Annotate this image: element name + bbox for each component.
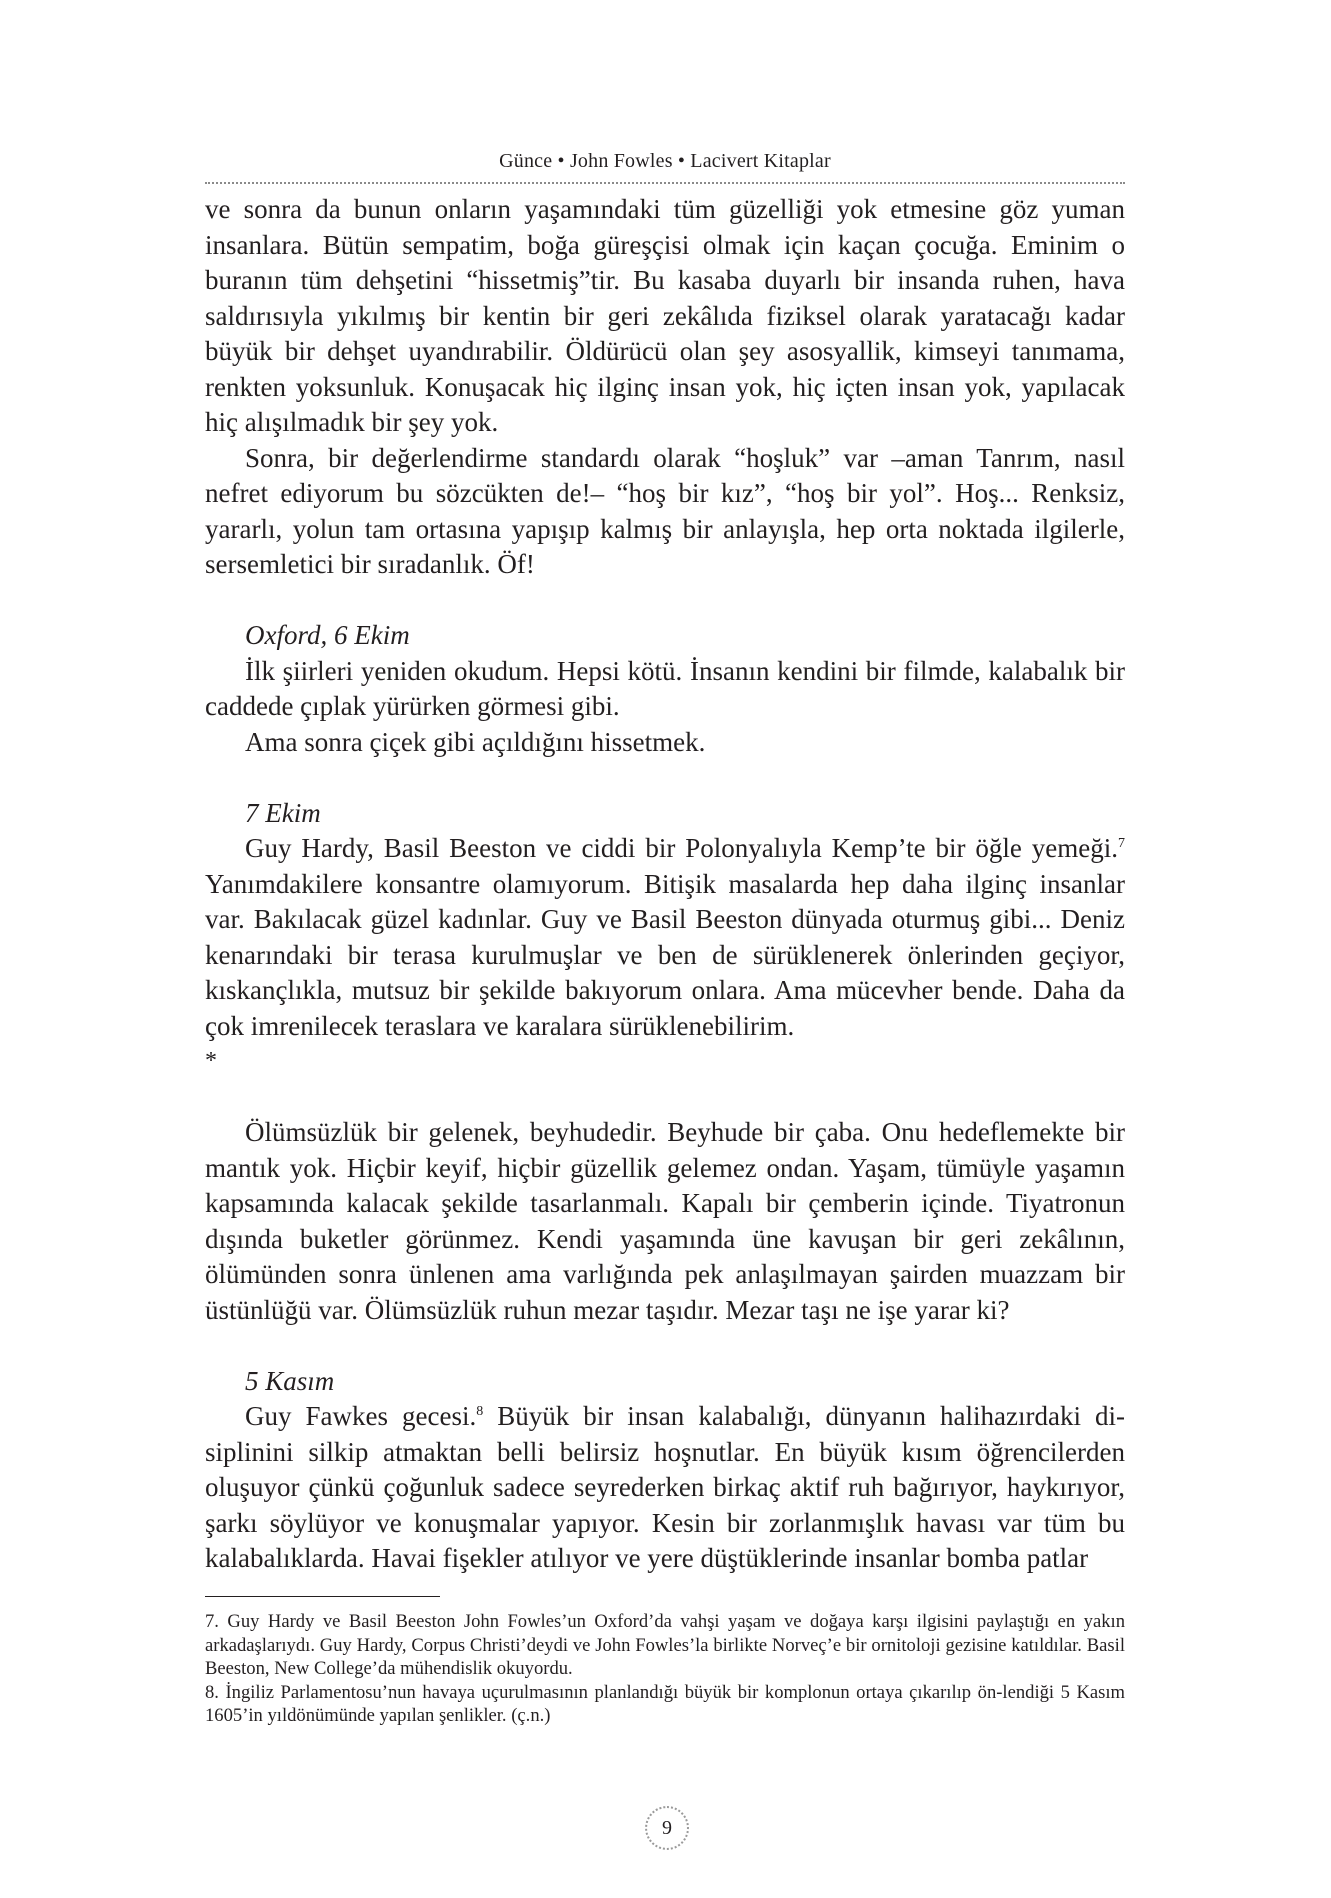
paragraph: ve sonra da bunun onların yaşamındaki tüm güzelliği yok etmesine göz yuman insanlara. Bütün sempatim, boğa güreşçisi olmak için kaçan çocuğa. Eminim o buranın tüm dehşetini “hissetmiş”tir. Bu kasaba duyarlı bir insanda ruhen, hava saldırısıyla yıkılmış bir kentin bir geri zekâlıda fiziksel olarak yaratacağı kadar büyük bir dehşet uyandırabilir. Öldürücü olan şey asosyallik, kimseyi tanımama, renkten yoksunluk. Konuşacak hiç ilginç insan yok, hiç içten insan yok, yapılacak hiç alışılmadık bir şey yok. [205,194,1125,437]
page-number: 9 [645,1806,689,1850]
footnote: 7. Guy Hardy ve Basil Beeston John Fowles’un Oxford’da vahşi yaşam ve doğaya karşı ilgisini paylaştığı en yakın arkadaşlarıydı. Guy Hardy, Corpus Christi’deydi ve John Fowles’la birlikte Norveç’e bir ornitoloji gezisine katıldılar. Basil Beeston, New College’da mühendislik okuyordu. [205,1611,1125,1679]
footnote-reference: 7 [1118,836,1125,851]
spacer [205,583,1125,619]
header-divider [205,182,1125,184]
paragraph-text: Guy Hardy, Basil Beeston ve ciddi bir Polonyalıyla Kemp’te bir öğle yemeği. [245,833,1118,863]
paragraph: Ölümsüzlük bir gelenek, beyhudedir. Beyhude bir çaba. Onu hedeflemekte bir mantık yok. Hiçbir keyif, hiçbir güzellik gelemez ondan. Yaşam, tümüyle yaşamın kapsamında kalacak şekilde tasarlanmalı. Kapalı bir çemberin içinde. Tiyatronun dışında buketler görünmez. Kendi yaşamında üne kavuşan bir geri zekâlının, ölümünden sonra ünlenen ama varlığında pek anlaşılmayan şairden muazzam bir üstünlüğü var. Ölümsüzlük ruhun mezar taşıdır. Mezar taşı ne işe yarar ki? [205,1117,1125,1325]
paragraph [205,831,1125,1044]
spacer [205,1328,1125,1364]
paragraph [205,1399,1125,1577]
entry-date: 5 Kasım [245,1365,335,1396]
entry-date: Oxford, 6 Ekim [245,620,410,650]
paragraph: Sonra, bir değerlendirme standardı olarak “hoşluk” var –aman Tanrım, nasıl nefret ediyorum bu sözcükten de!– “hoş bir kız”, “hoş bir yol”. Hoş... Renksiz, yararlı, yolun tam ortasına yapışıp kalmış bir anlayışla, hep orta noktada ilgilerle, sersemletici bir sıradanlık. Öf! [205,442,1125,579]
paragraph-text: Guy Fawkes gecesi. [245,1401,477,1431]
footnotes [205,1610,1125,1728]
section-separator: * [205,1048,217,1074]
paragraph: İlk şiirleri yeniden okudum. Hepsi kötü. İnsanın kendini bir filmde, kalabalık bir caddede çıplak yürürken görmesi gibi. [205,655,1125,721]
paragraph: Ama sonra çiçek gibi açıldığını hissetmek. [245,726,706,757]
running-header: Günce • John Fowles • Lacivert Kitaplar [499,150,831,172]
footnote-divider [205,1596,440,1597]
spacer [205,760,1125,796]
footnote-reference: 8 [476,1404,484,1419]
body-text [205,192,1125,1577]
footnote: 8. İngiliz Parlamentosu’nun havaya uçurulmasının planlandığı büyük bir komplonun ortaya çıkarılıp ön-lendiği 5 Kasım 1605’in yıldönümünde yapılan şenlikler. (ç.n.) [205,1681,1125,1726]
spacer [205,1080,1125,1116]
entry-date: 7 Ekim [245,797,321,828]
paragraph-text: Büyük bir insan kalabalığı, dünyanın halihazırdaki di-siplinini silkip atmaktan belli belirsiz hoşnutlar. En büyük kısım öğrencilerden oluşuyor çünkü çoğunluk sadece seyrederken birkaç aktif ruh bağırıyor, haykırıyor, şarkı söylüyor ve konuşmalar yapıyor. Kesin bir zorlanmışlık havası var tüm bu kalabalıklarda. Havai fişekler atılıyor ve yere düştüklerinde insanlar bomba patlar [205,1401,1125,1573]
paragraph-text: Yanımdakilere konsantre olamıyorum. Bitişik masalarda hep daha ilginç insanlar var. Bakılacak güzel kadınlar. Guy ve Basil Beeston dünyada oturmuş gibi... Deniz kenarındaki bir terasa kurulmuşlar ve ben de sürüklenerek önlerinden geçiyor, kıskançlıkla, mutsuz bir şekilde bakıyorum onlara. Ama mücevher bende. Daha da çok imrenilecek teraslara ve karalara sürüklenebilirim. [205,868,1125,1041]
